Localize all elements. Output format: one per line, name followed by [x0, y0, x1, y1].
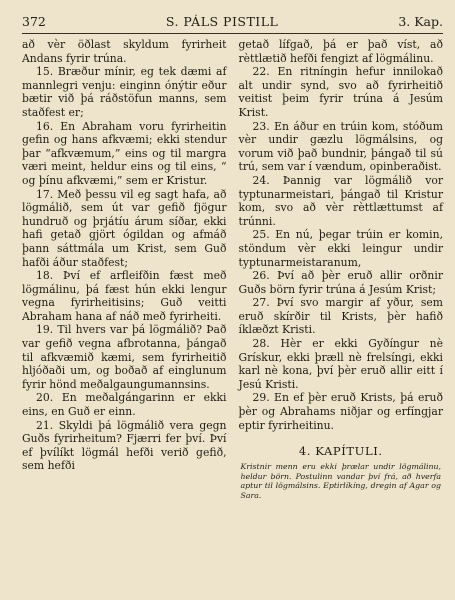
verse-paragraph: 26. Því að þèr eruð allir orðnir Guðs börn fyrir trúna á Jesúm Krist;	[238, 269, 443, 296]
verse-paragraph: 27. Því svo margir af yður, sem eruð skírðir til Krists, þèr hafið íklæðzt Kristi.	[238, 296, 443, 337]
chapter-heading: 4. KAPÍTULI.	[298, 444, 383, 459]
running-title: S. PÁLS PISTILL	[165, 14, 279, 29]
verse-paragraph: 18. Því ef arfleifðin fæst með lögmálinu, þá fæst hún ekki lengur vegna fyrirheitisins; Guð veitti Abraham hana af náð með fyrirheiti.	[22, 269, 227, 323]
verse-paragraph: 25. En nú, þegar trúin er komin, stöndum vèr ekki leingur undir typtunarmeistaranum,	[238, 228, 443, 269]
verse-paragraph: 17. Með þessu vil eg sagt hafa, að lögmálið, sem út var gefið fjögur hundruð og þrjátíu árum síðar, ekki hafi getað gjört ógildan og afmáð þann sáttmála um Krist, sem Guð hafði áður staðfest;	[22, 187, 227, 269]
right-column	[239, 38, 444, 501]
verse-paragraph: 22. En ritníngin hefur innilokað alt undir synd, svo að fyrirheitið veitist þeim fyrir trúna á Jesúm Krist.	[238, 65, 443, 119]
verse-paragraph: að vèr öðlast skyldum fyrirheit Andans fyrir trúna.	[22, 38, 227, 65]
page-header	[22, 14, 443, 34]
left-column	[22, 38, 227, 501]
verse-paragraph: 29. En ef þèr eruð Krists, þá eruð þèr og Abrahams niðjar og erfíngjar eptir fyrirheitinu.	[238, 391, 443, 432]
verse-paragraph: 15. Bræður mínir, eg tek dæmi af mannlegri venju: einginn ónýtir eður bætir við þá ráðstöfun manns, sem staðfest er;	[22, 65, 227, 119]
chapter-label: 3. Kap.	[398, 14, 443, 29]
verse-paragraph: 24. Þannig var lögmálið vor typtunarmeistari, þángað til Kristur kom, svo að vèr rèttlættumst af trúnni.	[238, 173, 443, 228]
chapter-summary: Kristnir menn eru ekki þrælar undir lögmálinu, heldur börn. Postulinn vandar því frá, að hverfa aptur til lögmálsins. Eptirlíkíng, dregin af Agar og Sara.	[240, 462, 441, 500]
verse-paragraph: getað lífgað, þá er það víst, að rèttlætið hefði fengizt af lögmálinu.	[238, 38, 443, 65]
verse-paragraph: 23. En áður en trúin kom, stóðum vèr undir gæzlu lögmálsins, og vorum við það bundnir, þángað til sú trú, sem var í vændum, opinberaðist.	[238, 119, 443, 174]
verse-paragraph: 16. En Abraham voru fyrirheitin gefin og hans afkvæmi; ekki stendur þar “afkvæmum,” eins og til margra væri meint, heldur eins og til eins, “ og þínu afkvæmi,” sem er Kristur.	[22, 119, 227, 187]
verse-paragraph: 19. Til hvers var þá lögmálið? Það var gefið vegna afbrotanna, þángað til afkvæmið kæmi, sem fyrirheitið hljóðaði um, og boðað af einglunum fyrir hönd meðalgaungumannsins.	[22, 323, 227, 391]
verse-paragraph: 28. Hèr er ekki Gyðíngur nè Grískur, ekki þræll nè frelsíngi, ekki karl nè kona, því þèr eruð allir eitt í Jesú Kristi.	[238, 337, 443, 391]
page-number: 372	[22, 14, 46, 29]
text-columns	[22, 38, 443, 501]
verse-paragraph: 21. Skyldi þá lögmálið vera gegn Guðs fyrirheitum? Fjærri fer því. Því ef þvílíkt lögmál hefði verið gefið, sem hefði	[22, 418, 227, 473]
verse-paragraph: 20. En meðalgángarinn er ekki eins, en Guð er einn.	[22, 391, 227, 419]
